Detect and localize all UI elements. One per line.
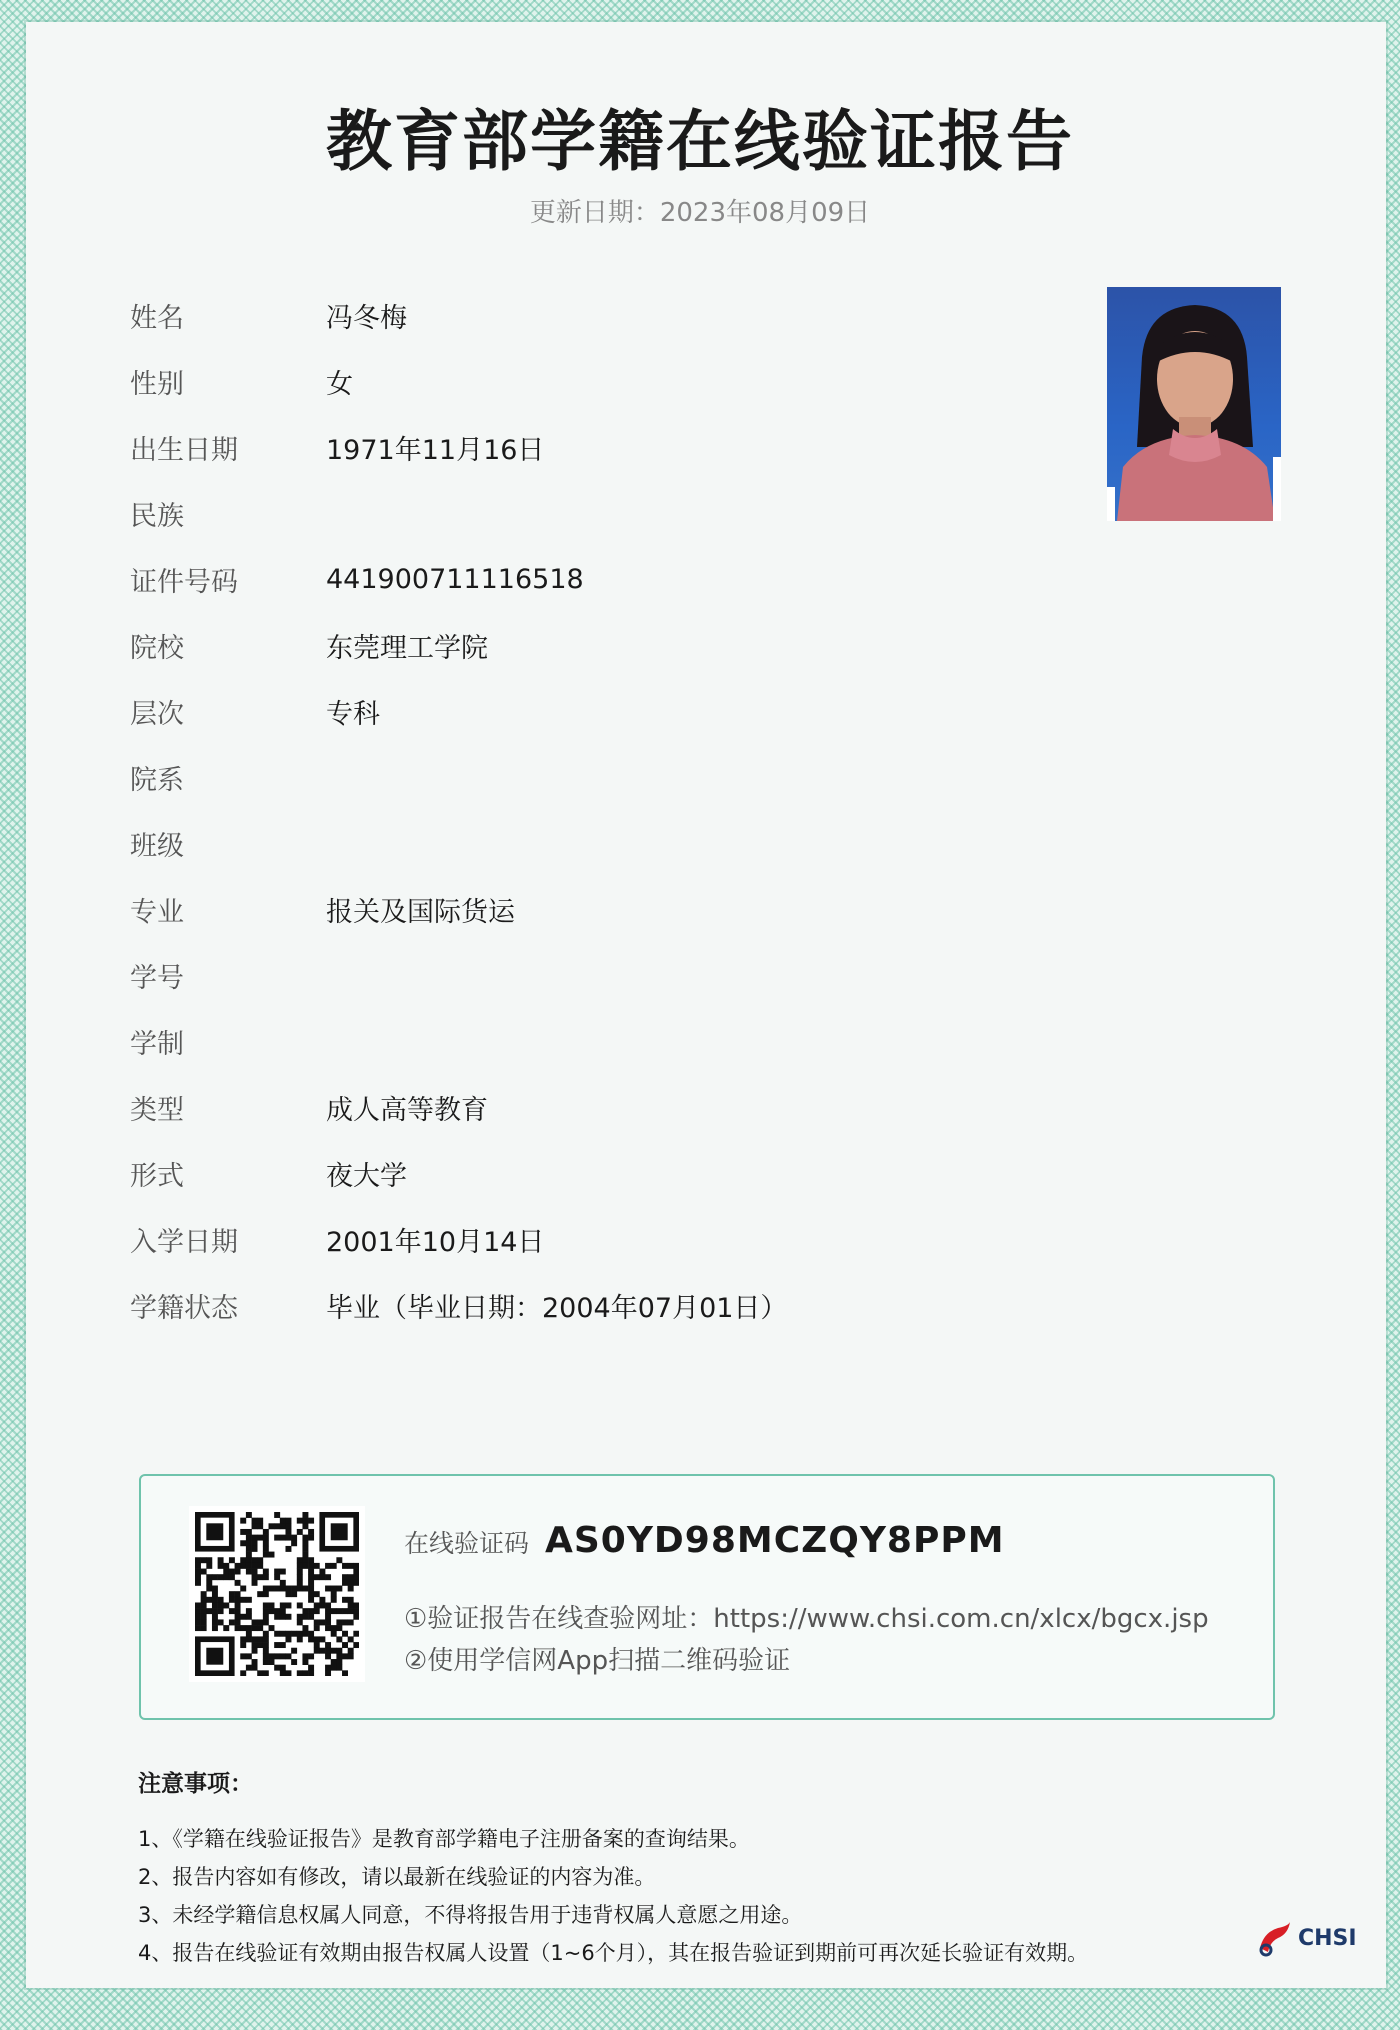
student-photo <box>1107 287 1281 521</box>
field-student-number <box>130 942 1030 1008</box>
update-date: 更新日期：2023年08月09日 <box>529 198 871 228</box>
field-ethnicity <box>130 480 1030 546</box>
field-label: 院系 <box>130 764 184 796</box>
field-label: 院校 <box>130 632 184 664</box>
field-label: 类型 <box>130 1094 184 1126</box>
field-label: 形式 <box>130 1160 184 1192</box>
chsi-bird-icon <box>1254 1918 1294 1958</box>
note-item: 2、报告内容如有修改，请以最新在线验证的内容为准。 <box>138 1865 656 1889</box>
field-major <box>130 876 1030 942</box>
field-value: 2001年10月14日 <box>326 1226 545 1258</box>
field-value: 冯冬梅 <box>326 302 407 334</box>
field-class <box>130 810 1030 876</box>
field-gender <box>130 348 1030 414</box>
student-info-list <box>130 282 1030 1338</box>
field-value: 1971年11月16日 <box>326 434 545 466</box>
field-label: 专业 <box>130 896 184 928</box>
field-label: 学制 <box>130 1028 184 1060</box>
field-id-number <box>130 546 1030 612</box>
field-birth-date <box>130 414 1030 480</box>
verify-url-instruction[interactable]: ①验证报告在线查验网址：https://www.chsi.com.cn/xlcx/bgcx.jsp <box>404 1604 1209 1634</box>
field-form <box>130 1140 1030 1206</box>
verification-code-label: 在线验证码 <box>404 1529 530 1558</box>
field-status <box>130 1272 1030 1338</box>
field-duration <box>130 1008 1030 1074</box>
field-label: 证件号码 <box>130 566 238 598</box>
field-label: 学籍状态 <box>130 1292 238 1324</box>
field-level <box>130 678 1030 744</box>
field-label: 民族 <box>130 500 184 532</box>
field-value: 毕业（毕业日期：2004年07月01日） <box>326 1292 788 1324</box>
field-value: 441900711116518 <box>326 563 584 595</box>
chsi-logo-text: CHSI <box>1298 1925 1357 1951</box>
chsi-logo <box>1254 1918 1357 1958</box>
field-value: 女 <box>326 368 353 400</box>
field-label: 出生日期 <box>130 434 238 466</box>
field-type <box>130 1074 1030 1140</box>
field-value: 专科 <box>326 698 380 730</box>
field-value: 成人高等教育 <box>326 1094 488 1126</box>
field-name <box>130 282 1030 348</box>
field-label: 学号 <box>130 962 184 994</box>
note-item: 4、报告在线验证有效期由报告权属人设置（1~6个月），其在报告验证到期前可再次延长验证有效期。 <box>138 1941 1089 1965</box>
verification-code: AS0YD98MCZQY8PPM <box>545 1520 1005 1561</box>
qr-code[interactable] <box>189 1506 365 1682</box>
field-label: 姓名 <box>130 302 184 334</box>
verification-code-row <box>404 1520 1005 1561</box>
field-value: 夜大学 <box>326 1160 407 1192</box>
field-label: 性别 <box>130 368 184 400</box>
notes-section <box>138 1765 1258 1972</box>
notes-title: 注意事项： <box>138 1771 253 1797</box>
note-item: 3、未经学籍信息权属人同意，不得将报告用于违背权属人意愿之用途。 <box>138 1903 803 1927</box>
field-value: 东莞理工学院 <box>326 632 488 664</box>
field-department <box>130 744 1030 810</box>
verification-box <box>139 1474 1275 1720</box>
field-enrollment-date <box>130 1206 1030 1272</box>
field-label: 入学日期 <box>130 1226 238 1258</box>
scan-app-instruction: ②使用学信网App扫描二维码验证 <box>404 1646 791 1676</box>
field-label: 班级 <box>130 830 184 862</box>
page-title: 教育部学籍在线验证报告 <box>326 103 1074 180</box>
field-value: 报关及国际货运 <box>326 896 515 928</box>
field-label: 层次 <box>130 698 184 730</box>
field-school <box>130 612 1030 678</box>
note-item: 1、《学籍在线验证报告》是教育部学籍电子注册备案的查询结果。 <box>138 1827 750 1851</box>
